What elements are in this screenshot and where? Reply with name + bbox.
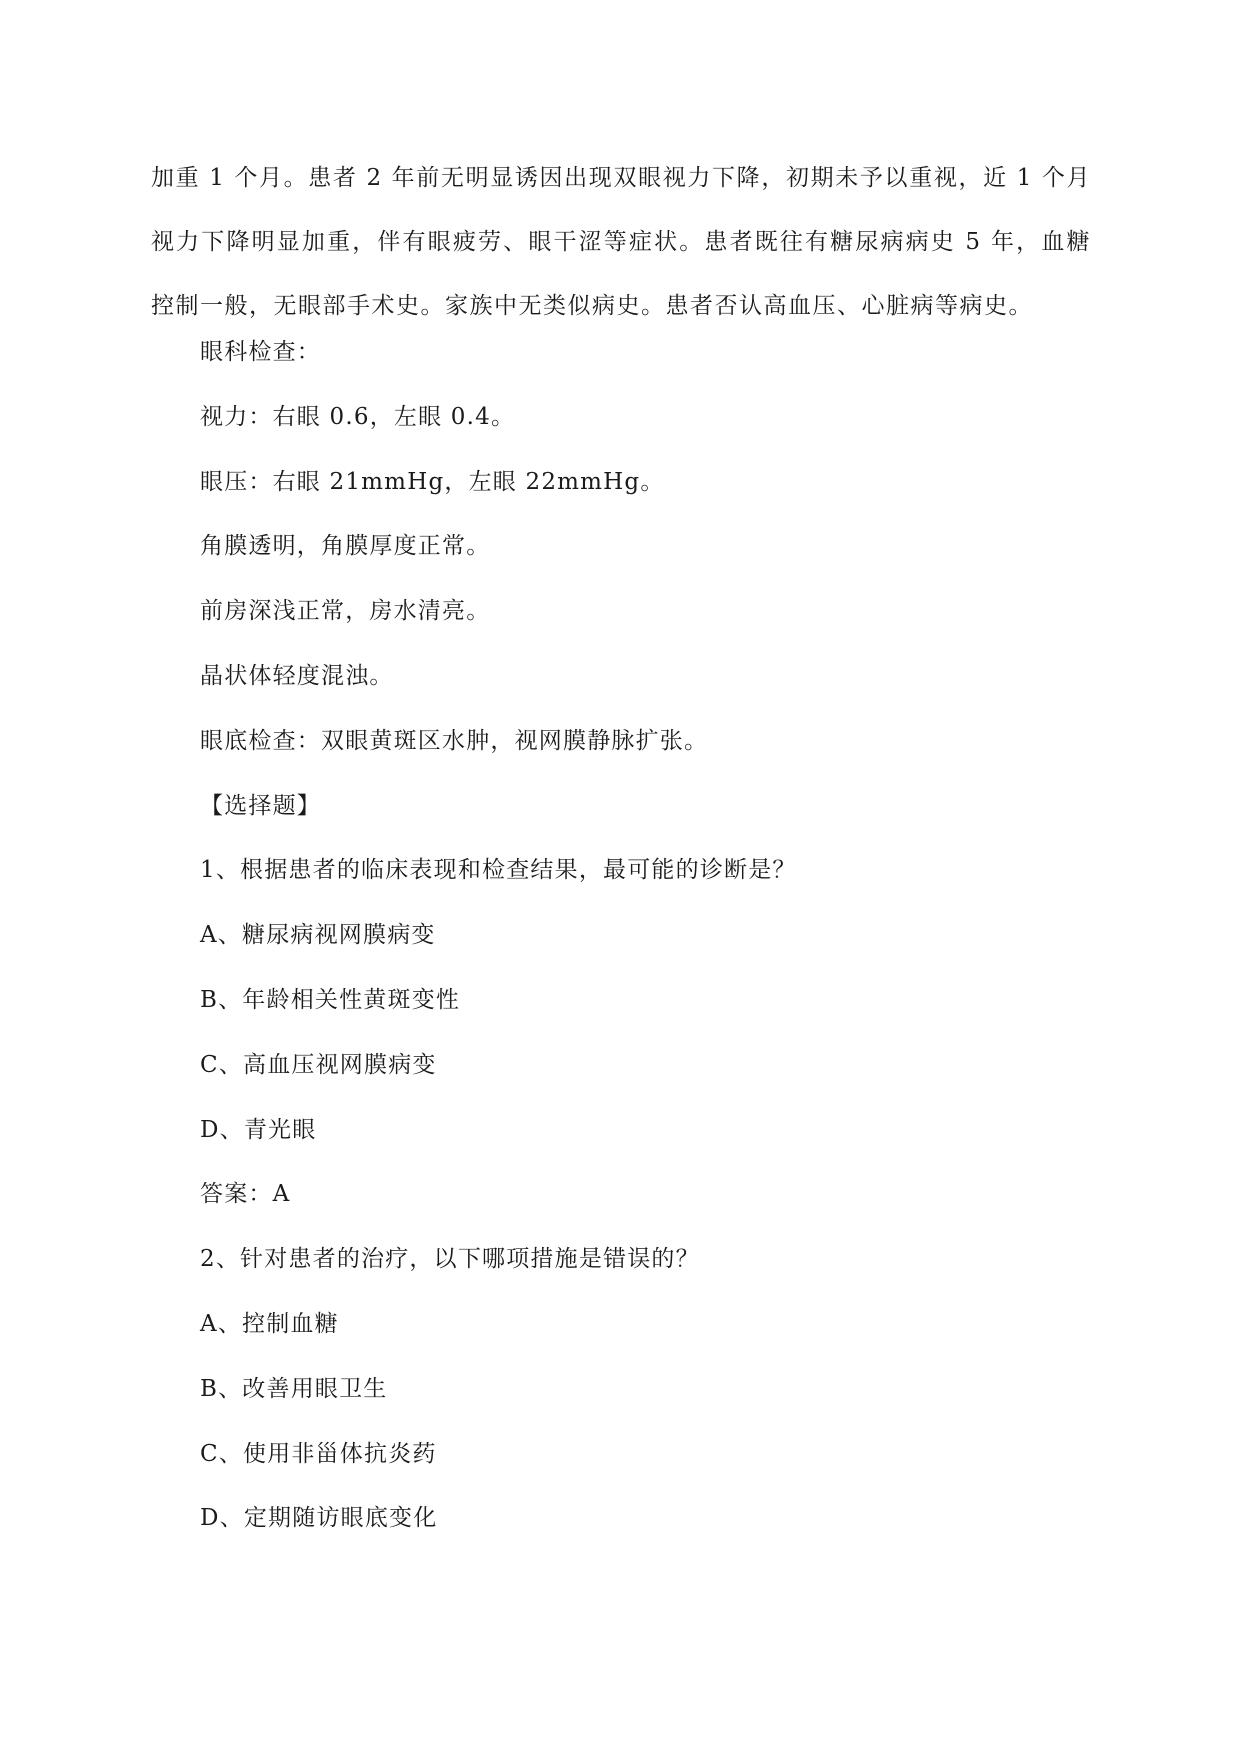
case-history-paragraph <box>151 146 1091 338</box>
exam-iop: 眼压：右眼 21mmHg，左眼 22mmHg。 <box>200 468 665 495</box>
exam-anterior-chamber: 前房深浅正常，房水清亮。 <box>200 598 491 625</box>
question-2-stem: 2、针对患者的治疗，以下哪项措施是错误的？ <box>200 1246 700 1273</box>
question-2-option-c: C、使用非甾体抗炎药 <box>200 1440 437 1467</box>
question-2-option-d: D、定期随访眼底变化 <box>200 1505 438 1532</box>
question-1-option-c: C、高血压视网膜病变 <box>200 1051 437 1078</box>
exam-lens: 晶状体轻度混浊。 <box>200 662 394 689</box>
question-1-stem: 1、根据患者的临床表现和检查结果，最可能的诊断是？ <box>200 857 797 884</box>
exam-vision: 视力：右眼 0.6，左眼 0.4。 <box>200 403 516 430</box>
exam-heading: 眼科检查： <box>200 339 321 365</box>
exam-cornea: 角膜透明，角膜厚度正常。 <box>200 533 491 560</box>
question-1-option-a: A、糖尿病视网膜病变 <box>200 922 436 949</box>
question-1-option-d: D、青光眼 <box>200 1116 317 1143</box>
exam-and-questions <box>200 332 1080 1563</box>
section-title: 【选择题】 <box>200 792 321 819</box>
question-2-option-a: A、控制血糖 <box>200 1310 339 1337</box>
intro-paragraph-text: 加重 1 个月。患者 2 年前无明显诱因出现双眼视力下降，初期未予以重视，近 1 个月视力下降明显加重，伴有眼疲劳、眼干涩等症状。患者既往有糖尿病病史 5 年，血糖控制一般，无眼部手术史。家族中无类似病史。患者否认高血压、心脏病等病史。 <box>151 165 1091 319</box>
exam-fundus: 眼底检查：双眼黄斑区水肿，视网膜静脉扩张。 <box>200 727 709 754</box>
question-1-answer: 答案：A <box>200 1181 291 1208</box>
question-1-option-b: B、年龄相关性黄斑变性 <box>200 986 461 1013</box>
question-2-option-b: B、改善用眼卫生 <box>200 1375 388 1402</box>
